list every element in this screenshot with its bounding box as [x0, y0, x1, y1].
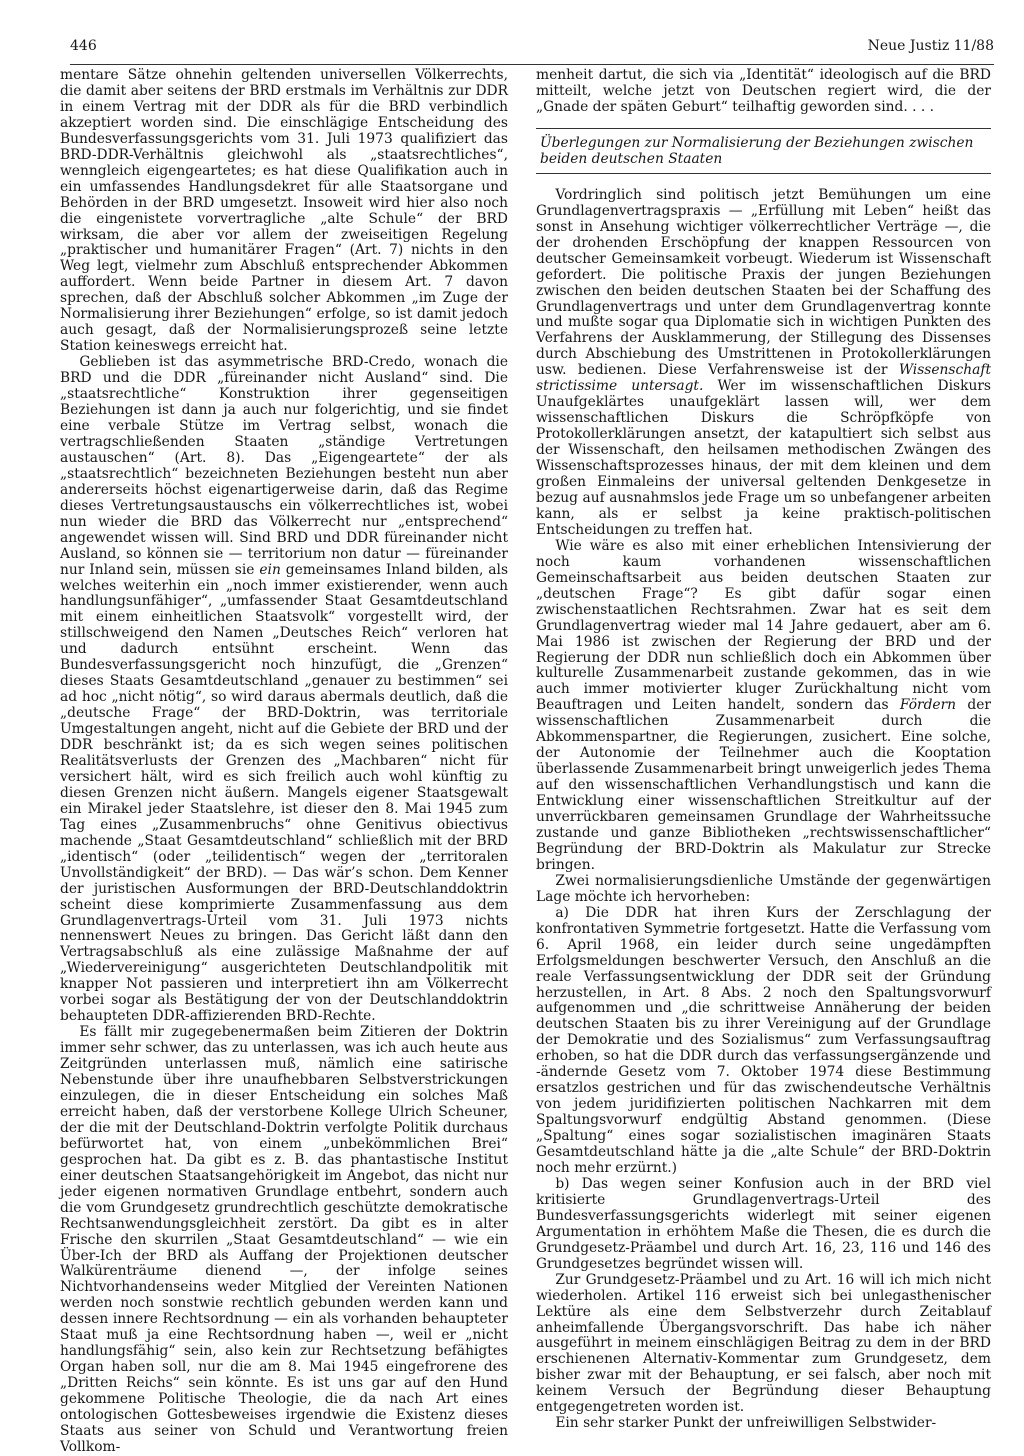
- right-paragraph-3: Zwei normalisierungsdienliche Umstände der gegenwärtigen Lage möchte ich hervorheben:: [536, 872, 991, 905]
- right-paragraph-1-text: Vordringlich sind politisch jetzt Bemühungen um eine Grundlagenvertragspraxis — „Erfüllung mit Leben“ heißt das sonst in Ansehung wichtiger völkerrechtlicher Verträge —, die der drohenden Erschöpfung der knappen Ressourcen von deutscher Gemeinsamkeit vorbeugt. Wiederum ist Wissenschaft gefordert. Die politische Praxis der jungen Beziehungen zwischen den beiden deutschen Staaten bei der Schaffung des Grundlagenvertrags und unter dem Grundlagenvertrag konnte und mußte sogar qua Diplomatie sich in wichtigen Punkten des Verfahrens der Ausklammerung, der Stillegung des Dissenses durch Abschiebung des Umstrittenen in Protokollerklärungen usw. bedienen. Diese Verfahrensweise ist der: [536, 186, 991, 379]
- page-number: 446: [70, 38, 97, 54]
- right-paragraph-1: [536, 188, 991, 539]
- right-paragraph-2-emphasis: Fördern: [899, 697, 957, 714]
- right-paragraph-5: b) Das wegen seiner Konfusion auch in der BRD viel kritisierte Grundlagenvertrags-Urteil des Bundesverfassungsgerichts widerlegt mit seiner eigenen Argumentation in erhöhtem Maße die Thesen, die es durch die Grundgesetz-Präambel und durch Art. 16, 23, 116 und 146 des Grundgesetzes begründet wissen will.: [536, 1175, 991, 1272]
- left-paragraph-2-emphasis: ein: [259, 561, 281, 578]
- right-paragraph-7: Ein sehr starker Punkt der unfreiwilligen Selbstwider-: [555, 1415, 937, 1432]
- right-paragraph-6: Zur Grundgesetz-Präambel und zu Art. 16 will ich mich nicht wiederholen. Artikel 116 erweist sich bei unlegasthenischer Lektüre als eine dem Selbstverzehr durch Zeitablauf anheimfallende Übergangsvorschrift. Das habe ich näher ausgeführt in meinem einschlägigen Beitrag zu dem in der BRD erschienenen Alternativ-Kommentar zum Grundgesetz, dem bisher zwar mit der Behauptung, er sei falsch, aber noch mit keinem Versuch der Begründung dieser Behauptung entgegengetreten worden ist.: [536, 1271, 991, 1416]
- right-paragraph-2-text-cont: der wissenschaftlichen Zusammenarbeit durch die Abkommenspartner, die Regierungen, zusichert. Eine solche, der Autonomie der Teilnehmer auch die Kooptation überlassende Zusammenarbeit bringt unweigerlich jedes Thema auf den wissenschaftlichen Verhandlungstisch und kann die Entwicklung einer wissenschaftlichen Streitkultur auf der unverrückbaren gemeinsamen Grundlage der Wahrheitssuche zustande und ganze Bibliotheken „rechtswissenschaftlicher“ Begründung der BRD-Doktrin als Makulatur zur Strecke bringen.: [536, 697, 991, 873]
- journal-reference: Neue Justiz 11/88: [867, 38, 994, 54]
- header-rule: [70, 64, 994, 65]
- left-paragraph-2-text-cont: gemeinsames Inland bilden, als welches weiterhin ein „noch immer existierender, wenn auch handlungsunfähiger“, „umfassender Staat Gesamtdeutschland mit einem einheitlichen Staatsvolk“ vorgestellt wird, der stillschweigend den Namen „Deutsches Reich“ verloren hat und dadurch entsühnt erscheint. Wenn das Bundesverfassungsgericht noch hinzufügt, die „Grenzen“ dieses Staats Gesamtdeutschland „genauer zu bestimmen“ sei ad hoc „nicht nötig“, so wird daraus abermals deutlich, daß die „deutsche Frage“ der BRD-Doktrin, was territoriale Umgestaltungen angeht, nicht auf die Gebiete der BRD und der DDR beschränkt ist; da es sich wegen seines politischen Realitätsverlusts der Grenzen des „Machbaren“ nicht für versichert hält, wird es sich freilich auch wohl künftig zu diesen Grenzen nicht äußern. Mangels eigener Staatsgewalt ein Mirakel jeder Staatslehre, ist dieser den 8. Mai 1945 zum Tag eines „Zusammenbruchs“ ohne Genitivus obiectivus machende „Staat Gesamtdeutschland“ schließlich mit der BRD „identisch“ (oder „teilidentisch“ wegen der „territoralen Unvollständigkeit“ der BRD). — Das wär’s schon. Dem Kenner der juristischen Ausformungen der BRD-Deutschlanddoktrin scheint diese komprimierte Zusammenfassung aus dem Grundlagenvertrags-Urteil vom 31. Juli 1973 nichts nennenswert Neues zu bringen. Das Gericht läßt dann den Vertragsabschluß als eine zulässige Maßnahme der auf „Wiedervereinigung“ ausgerichteten Deutschlandpolitik mit knapper Not passieren und interpretiert ihn am Völkerrecht vorbei sogar als Bestätigung der von der Deutschlanddoktrin behaupteten DDR-affizierenden BRD-Rechte.: [60, 561, 509, 1025]
- right-paragraph-2: [536, 539, 991, 874]
- right-paragraph-2-text: Wie wäre es also mit einer erheblichen Intensivierung der noch kaum vorhandenen wissenschaftlichen Gemeinschaftsarbeit aus beiden deutschen Staaten zur „deutschen Frage“? Es gibt dafür sogar einen zwischenstaatlichen Rechtsrahmen. Zwar hat es seit dem Grundlagenvertrag wieder mal 14 Jahre gedauert, aber am 6. Mai 1986 ist zwischen der Regierung der BRD und der Regierung der DDR nun schließlich doch ein Abkommen über kulturelle Zusammenarbeit zustande gekommen, das in wie auch immer motivierter kluger Zurückhaltung nicht vom Beauftragen und Leiten handelt, sondern das: [536, 537, 991, 714]
- right-paragraph-4: a) Die DDR hat ihren Kurs der Zerschlagung der konfrontativen Symmetrie fortgesetzt. Hatte die Verfassung vom 6. April 1968, ein leider durch seine ungedämpften Erfolgsmeldungen beschwerter Versuch, den Anschluß an die reale Verfassungsentwicklung der DDR seit der Gründung herzustellen, in Art. 8 Abs. 2 noch den Spaltungsvorwurf aufgenommen und „die schrittweise Annäherung der beiden deutschen Staaten bis zu ihrer Vereinigung auf der Grundlage der Demokratie und des Sozialismus“ zum Verfassungsauftrag erhoben, so hat die DDR durch das verfassungsergänzende und -ändernde Gesetz vom 7. Oktober 1974 diese Bestimmung ersatzlos gestrichen und für das zwischendeutsche Verhältnis von jedem juridifizierten politischen Nachkarren mit dem Spaltungsvorwurf endgültig Abstand genommen. (Diese „Spaltung“ eines sogar sozialistischen imaginären Staats Gesamtdeutschland hätte ja die „alte Schule“ der BRD-Doktrin noch mehr erzürnt.): [536, 904, 991, 1176]
- left-paragraph-3: Es fällt mir zugegebenermaßen beim Zitieren der Doktrin immer sehr schwer, das zu unterlassen, was ich auch heute aus Zeitgründen unterlassen muß, nämlich eine satirische Nebenstunde über ihre unaufhebbaren Selbstverstrickungen einzulegen, die in dieser Entscheidung ein solches Maß erreicht haben, daß der verstorbene Kollege Ulrich Scheuner, der die mit der Deutschland-Doktrin verfolgte Politik durchaus befürwortet hat, von einem „unbekömmlichen Brei“ gesprochen hat. Da gibt es z. B. das phantastische Institut einer deutschen Staatsangehörigkeit im Angebot, das nicht nur jeder eigenen normativen Grundlage entbehrt, sondern auch die vom Grundgesetz grundrechtlich geschützte demokratische Rechtsanwendungsgleichheit zerstört. Da gibt es in alter Frische den skurrilen „Staat Gesamtdeutschland“ — wie ein Über-Ich der BRD als Auffang der Projektionen deutscher Walkürenträume dienend —, der infolge seines Nichtvorhandenseins weder Mitglied der Vereinten Nationen werden noch sonstwie rechtlich gebunden werden kann und dessen innere Rechtsordnung — ein als vorhanden behaupteter Staat muß ja eine Rechtsordnung haben —, weil er „nicht handlungsfähig“ sein, also kein zur Rechtsetzung befähigtes Organ haben soll, nur die am 8. Mai 1945 eingefrorene des „Dritten Reichs“ sein könnte. Es ist uns gar auf den Hund gekommene Politische Theologie, die da nach Art eines ontologischen Gottesbeweises irgendwie die Existenz dieses Staats aus seiner von Schuld und Verantwortung freien Vollkom-: [60, 1024, 508, 1455]
- page-header: [70, 38, 994, 62]
- left-paragraph-2-text: Geblieben ist das asymmetrische BRD-Credo, wonach die BRD und die DDR „füreinander nicht Ausland“ sind. Die „staatsrechtliche“ Konstruktion ihrer gegenseitigen Beziehungen ist dann ja auch nur folgerichtig, und sie findet eine verbale Stütze im Vertrag selbst, wonach die vertragschließenden Staaten „ständige Vertretungen austauschen“ (Art. 8). Das „Eigengeartete“ der als „staatsrechtlich“ bezeichneten Beziehungen besteht nun aber andererseits höchst eigenartigerweise darin, daß das Regime dieses Vertretungsaustauschs ein völkerrechtliches ist, wobei nun wieder die BRD das Völkerrecht nur „entsprechend“ angewendet wissen will. Sind BRD und DDR füreinander nicht Ausland, so können sie — territorium non datur — füreinander nur Inland sein, müssen sie: [60, 354, 508, 578]
- right-column: [536, 68, 991, 1432]
- right-paragraph-1-emphasis: Wissenschaft strictissime untersagt.: [536, 362, 991, 395]
- right-paragraph-1-text-cont: Wer im wissenschaftlichen Diskurs Unaufgeklärtes unaufgeklärt lassen will, wer dem wissenschaftlichen Diskurs die Schröpfköpfe von Protokollerklärungen ansetzt, der katapultiert sich selbst aus der Wissenschaft, den heilsamen methodischen Zwängen des Wissenschaftsprozesses hinaus, der mit dem kleinen und dem großen Einmaleins der universal geltenden Denkgesetze in bezug auf ausnahmslos jede Frage um so unbefangener arbeiten kann, als er selbst ja keine praktisch-politischen Entscheidungen zu treffen hat.: [536, 378, 992, 538]
- left-paragraph-1: mentare Sätze ohnehin geltenden universellen Völkerrechts, die damit aber seitens der BRD erstmals im Verhältnis zur DDR in einem Vertrag mit der DDR als für die BRD verbindlich akzeptiert worden sind. Die einschlägige Entscheidung des Bundesverfassungsgerichts vom 31. Juli 1973 qualifiziert das BRD-DDR-Verhältnis gleichwohl als „staatsrechtliches“, wenngleich eigengeartetes; es hat diese Qualifikation auch in ein umfassendes Handlungsdekret für alle Staatsorgane und Behörden in der BRD umgesetzt. Insoweit wird hier also noch die eingenistete vorvertragliche „alte Schule“ der BRD wirksam, die aber vor allem der zweiseitigen Regelung „praktischer und humanitärer Fragen“ (Art. 7) nichts in den Weg legt, vielmehr zum Abschluß entsprechender Abkommen auffordert. Wenn beide Partner in diesem Art. 7 davon sprechen, daß der Abschluß solcher Abkommen „im Zuge der Normalisierung ihrer Beziehungen“ erfolge, so ist damit jedoch auch gesagt, daß der Normalisierungsprozeß seine letzte Station keineswegs erreicht hat.: [60, 67, 508, 355]
- section-heading: Überlegungen zur Normalisierung der Beziehungen zwischen beiden deutschen Staaten: [536, 128, 991, 174]
- left-column: [60, 68, 508, 1456]
- right-paragraph-intro: menheit dartut, die sich via „Identität“ ideologisch auf die BRD mitteilt, welche jetzt von Deutschen regiert wird, die der „Gnade der späten Geburt“ teilhaftig geworden sind. . . .: [536, 67, 991, 115]
- left-paragraph-2: [60, 355, 508, 1025]
